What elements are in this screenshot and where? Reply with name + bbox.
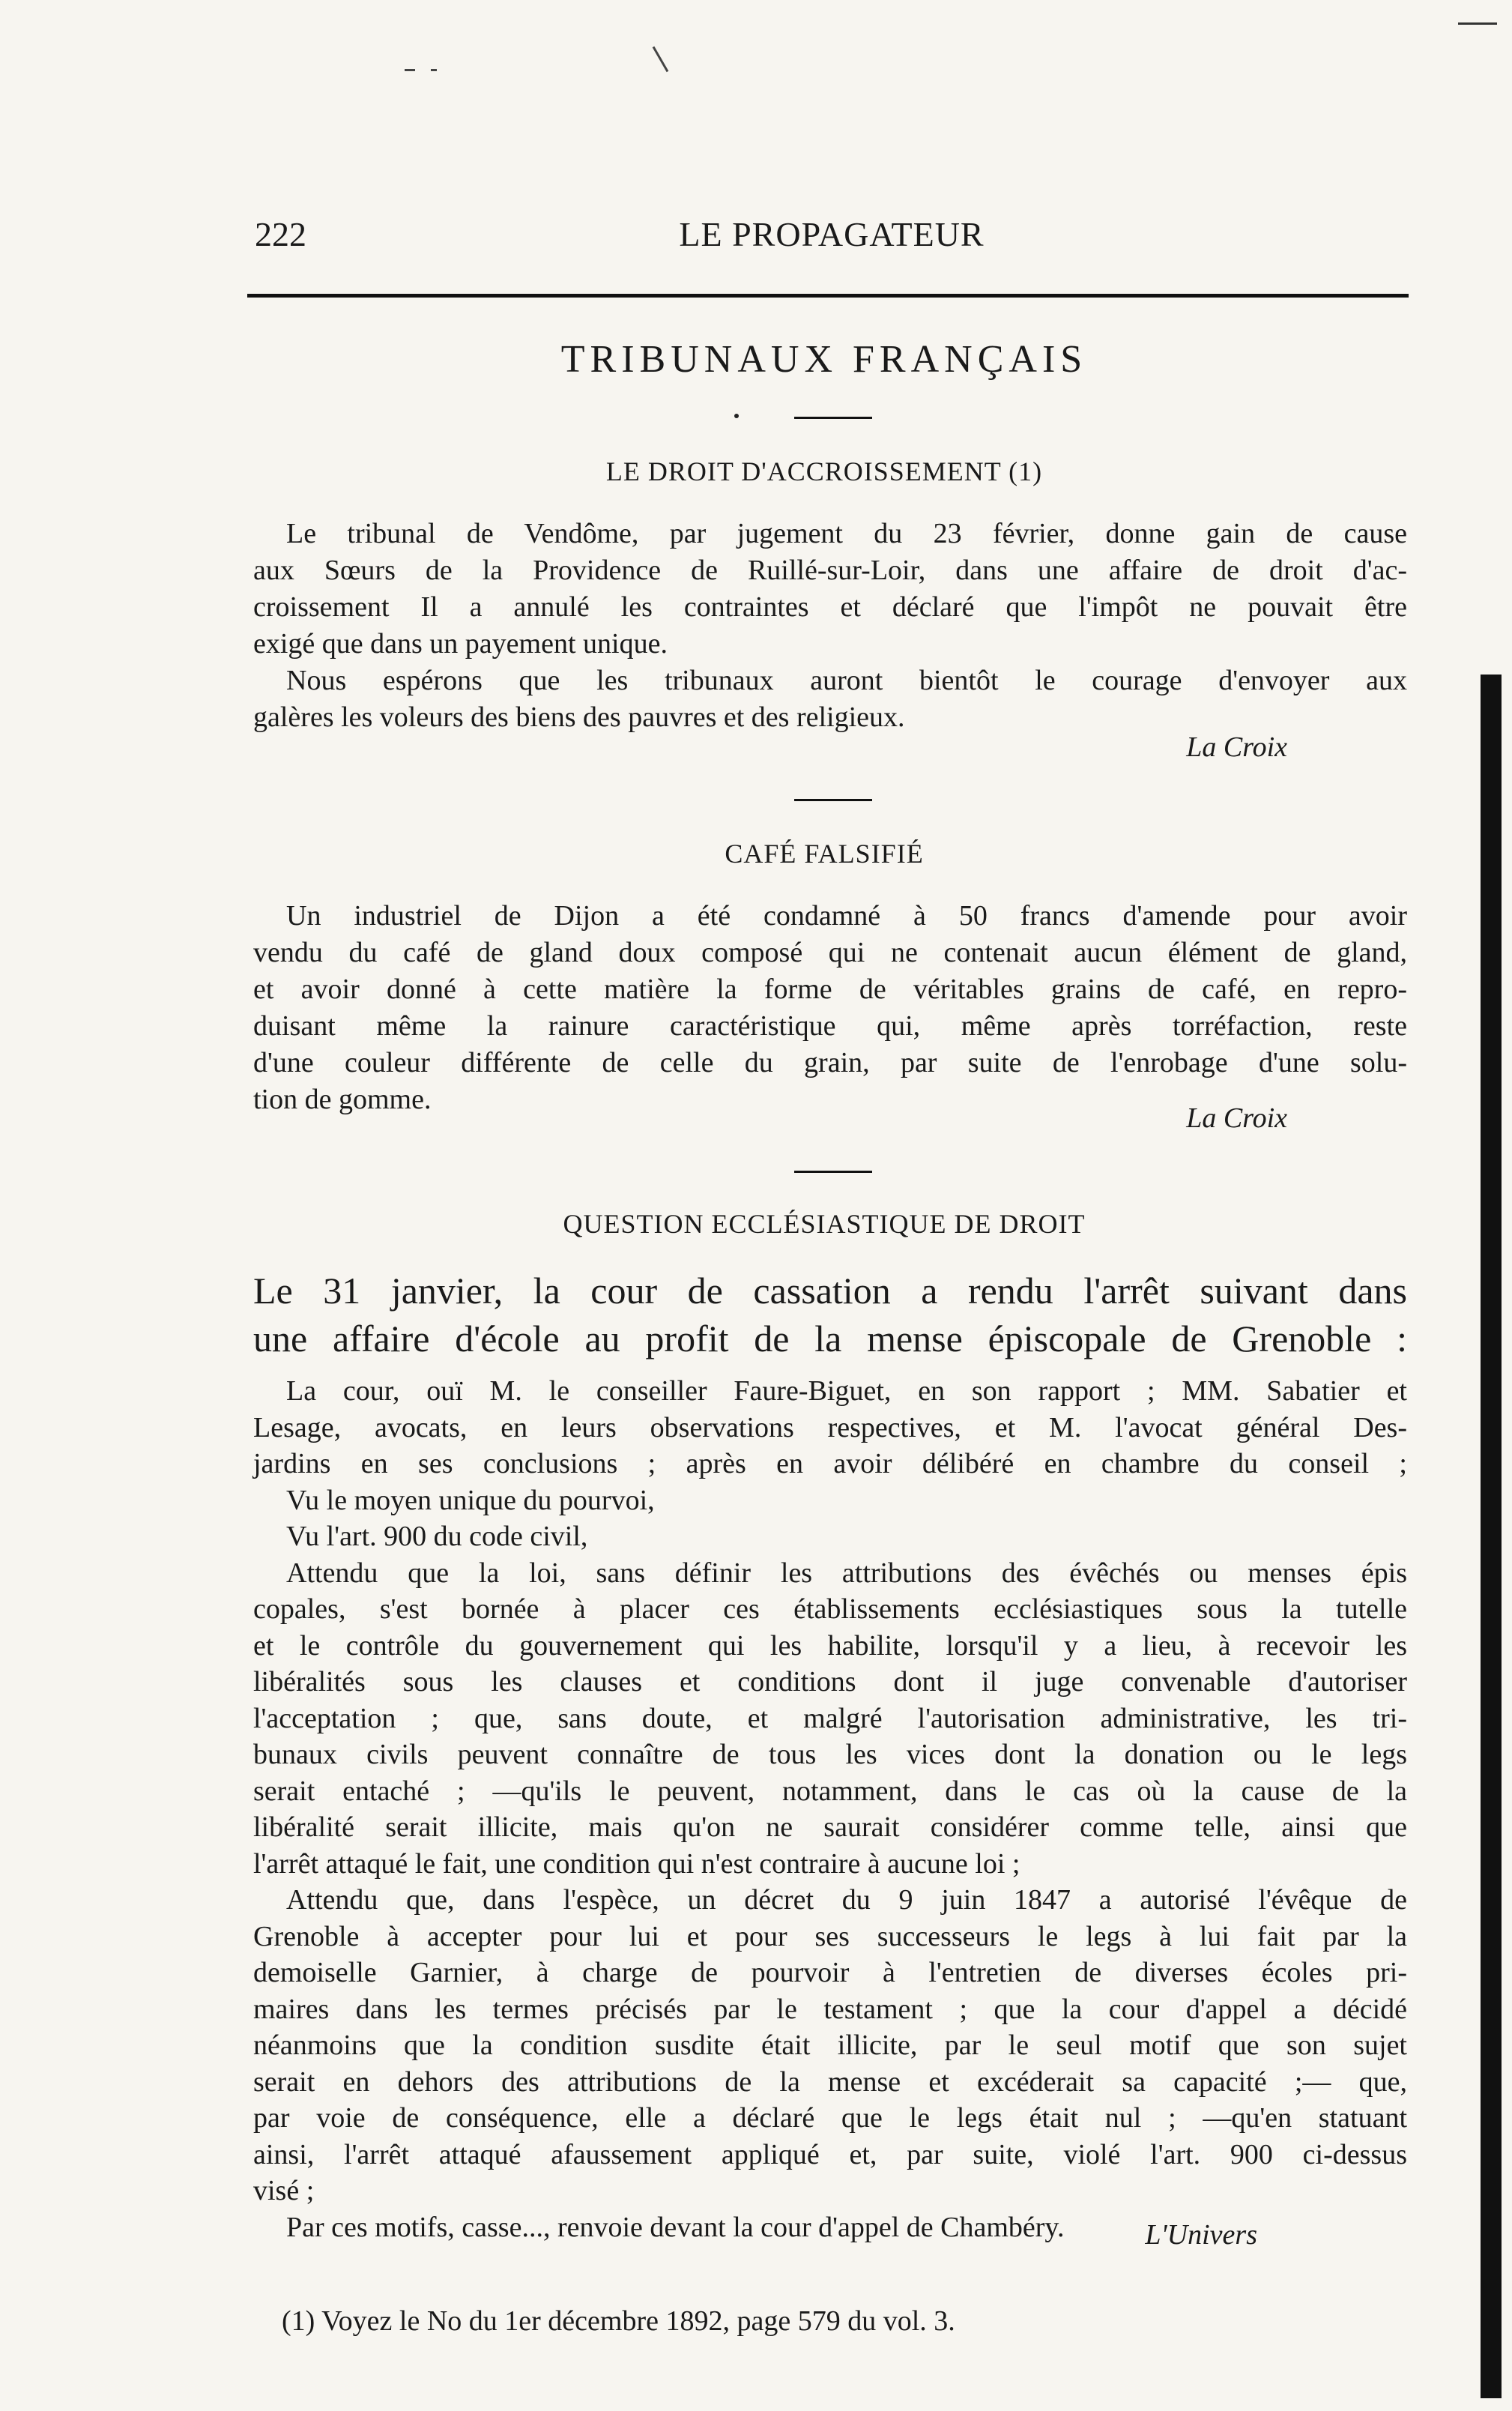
text-line: Attendu que la loi, sans définir les attributions des évêchés ou menses épis xyxy=(286,1557,1407,1589)
text-line: par voie de conséquence, elle a déclaré que le legs était nul ; —qu'en statuant xyxy=(253,2102,1407,2134)
text-line: Grenoble à accepter pour lui et pour ses successeurs le legs à lui fait par la xyxy=(253,1920,1407,1952)
text-line: et avoir donné à cette matière la forme de véritables grains de café, en repro- xyxy=(253,974,1407,1005)
text-line: Vu le moyen unique du pourvoi, xyxy=(286,1484,655,1516)
text-line: visé ; xyxy=(253,2175,315,2206)
text-line: Lesage, avocats, en leurs observations respectives, et M. l'avocat général Des- xyxy=(253,1411,1407,1443)
text-line: bunaux civils peuvent connaître de tous les vices dont la donation ou le legs xyxy=(253,1739,1407,1770)
text-line: Nous espérons que les tribunaux auront bientôt le courage d'envoyer aux xyxy=(286,665,1407,696)
text-line: libéralités sous les clauses et conditions dont il juge convenable d'autoriser xyxy=(253,1666,1407,1698)
text-line: exigé que dans un payement unique. xyxy=(253,628,668,660)
text-line: Un industriel de Dijon a été condamné à 50 francs d'amende pour avoir xyxy=(286,900,1407,932)
scan-mark xyxy=(653,46,669,72)
article-body xyxy=(253,898,1407,1118)
text-line: néanmoins que la condition susdite était illicite, par le seul motif que son sujet xyxy=(253,2030,1407,2061)
text-line: tion de gomme. xyxy=(253,1084,432,1115)
divider-rule xyxy=(794,1171,872,1173)
text-line: duisant même la rainure caractéristique qui, même après torréfaction, reste xyxy=(253,1010,1407,1042)
article-title: CAFÉ FALSIFIÉ xyxy=(725,839,924,869)
text-line: maires dans les termes précisés par le testament ; que la cour d'appel a décidé xyxy=(253,1993,1407,2025)
source-signature: L'Univers xyxy=(1145,2219,1257,2251)
text-line: vendu du café de gland doux composé qui ne contenait aucun élément de gland, xyxy=(253,937,1407,968)
source-signature: La Croix xyxy=(1186,731,1287,763)
text-line: serait en dehors des attributions de la mense et excéderait sa capacité ;— que, xyxy=(253,2066,1407,2098)
text-line: serait entaché ; —qu'ils le peuvent, notamment, dans le cas où la cause de la xyxy=(253,1775,1407,1807)
page-header xyxy=(255,214,1409,259)
text-line: ainsi, l'arrêt attaqué afaussement appliqué et, par suite, violé l'art. 900 ci-dessus xyxy=(253,2138,1407,2170)
running-title: LE PROPAGATEUR xyxy=(679,215,985,253)
text-line: l'arrêt attaqué le fait, une condition qui n'est contraire à aucune loi ; xyxy=(253,1847,1020,1880)
page-number: 222 xyxy=(255,215,306,253)
scan-mark xyxy=(405,69,415,71)
article-title: QUESTION ECCLÉSIASTIQUE DE DROIT xyxy=(563,1209,1086,1239)
text-line: copales, s'est bornée à placer ces établissements ecclésiastiques sous la tutelle xyxy=(253,1593,1407,1625)
section-title: TRIBUNAUX FRANÇAIS xyxy=(560,338,1088,381)
ornament-dot xyxy=(734,414,739,418)
text-line: d'une couleur différente de celle du grain, par suite de l'enrobage d'une solu- xyxy=(253,1047,1407,1078)
article-body xyxy=(253,516,1407,736)
text-line: Par ces motifs, casse..., renvoie devant la cour d'appel de Chambéry. xyxy=(286,2211,1065,2243)
text-line: La cour, ouï M. le conseiller Faure-Biguet, en son rapport ; MM. Sabatier et xyxy=(286,1375,1407,1407)
article-body xyxy=(253,1373,1407,2245)
article-title: LE DROIT D'ACCROISSEMENT (1) xyxy=(605,456,1043,486)
scan-mark xyxy=(1458,22,1497,25)
text-line: Vu l'art. 900 du code civil, xyxy=(286,1521,588,1552)
divider-rule xyxy=(794,799,872,801)
article-lead xyxy=(253,1267,1407,1363)
text-line: et le contrôle du gouvernement qui les habilite, lorsqu'il y a lieu, à recevoir les xyxy=(253,1629,1407,1662)
text-line: Le tribunal de Vendôme, par jugement du 23 février, donne gain de cause xyxy=(286,518,1407,549)
scan-mark xyxy=(431,69,437,71)
source-signature: La Croix xyxy=(1186,1102,1287,1134)
text-line: libéralité serait illicite, mais qu'on ne saurait considérer comme telle, ainsi que xyxy=(253,1811,1407,1843)
text-line: Attendu que, dans l'espèce, un décret du 9 juin 1847 a autorisé l'évêque de xyxy=(286,1884,1407,1916)
text-line: jardins en ses conclusions ; après en avoir délibéré en chambre du conseil ; xyxy=(253,1448,1407,1479)
text-line: croissement Il a annulé les contraintes et déclaré que l'impôt ne pouvait être xyxy=(253,591,1407,623)
footnote: (1) Voyez le No du 1er décembre 1892, page 579 du vol. 3. xyxy=(282,2305,955,2337)
scan-edge-shadow xyxy=(1481,675,1502,2398)
text-line: galères les voleurs des biens des pauvres et des religieux. xyxy=(253,701,905,733)
lead-line: une affaire d'école au profit de la mense épiscopale de Grenoble : xyxy=(253,1318,1407,1360)
lead-line: Le 31 janvier, la cour de cassation a rendu l'arrêt suivant dans xyxy=(253,1270,1407,1312)
text-line: aux Sœurs de la Providence de Ruillé-sur-Loir, dans une affaire de droit d'ac- xyxy=(253,555,1407,586)
text-line: demoiselle Garnier, à charge de pourvoir à l'entretien de diverses écoles pri- xyxy=(253,1957,1407,1988)
divider-rule xyxy=(794,417,872,419)
text-line: l'acceptation ; que, sans doute, et malgré l'autorisation administrative, les tri- xyxy=(253,1702,1407,1734)
header-rule xyxy=(247,294,1409,298)
